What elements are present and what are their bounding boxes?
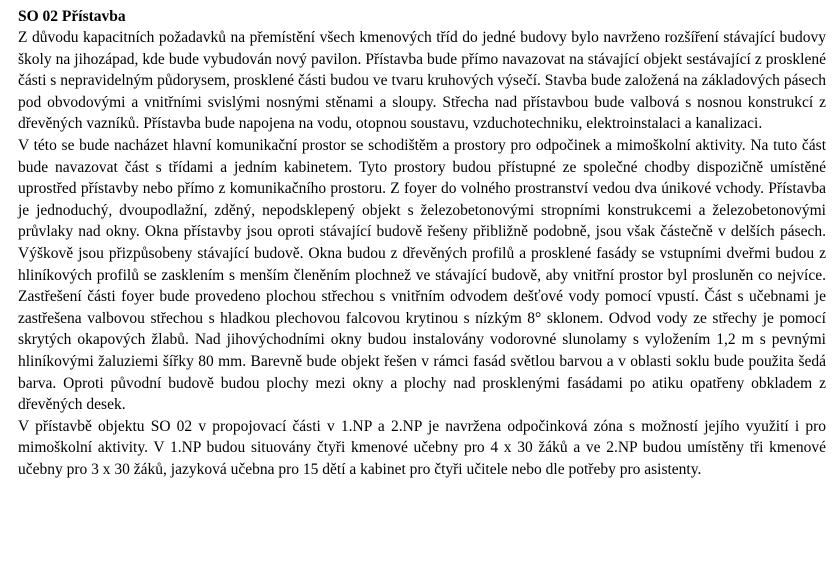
document-page	[18, 6, 826, 480]
paragraph-intro: Z důvodu kapacitních požadavků na přemístění všech kmenových tříd do jedné budovy bylo navrženo rozšíření stávající budovy školy na jihozápad, kde bude vybudován nový pavilon. Přístavba bude přímo navazovat na stávající objekt sestávající z prosklené části s nepravidelným půdorysem, prosklené části budou ve tvaru kruhových výsečí. Stavba bude založená na základových pásech pod obvodovými a vnitřními svislými nosnými stěnami a sloupy. Střecha nad přístavbou bude valbová s nosnou konstrukcí z dřevěných vazníků. Přístavba bude napojena na vodu, otopnou soustavu, vzduchotechniku, elektroinstalaci a kanalizaci.	[18, 29, 826, 133]
section-heading: SO 02 Přístavba	[18, 8, 126, 25]
paragraph-zones: V přístavbě objektu SO 02 v propojovací části v 1.NP a 2.NP je navržena odpočinková zóna s možností jejího využití i pro mimoškolní aktivity. V 1.NP budou situovány čtyři kmenové učebny pro 4 x 30 žáků a ve 2.NP budou umístěny tři kmenové učebny pro 3 x 30 žáků, jazyková učebna pro 15 dětí a kabinet pro čtyři učitele nebo dle potřeby pro asistenty.	[18, 417, 826, 478]
paragraph-layout: V této se bude nacházet hlavní komunikační prostor se schodištěm a prostory pro odpočinek a mimoškolní aktivity. Na tuto část bude navazovat část s třídami a jedním kabinetem. Tyto prostory budou přístupné ze společné chodby dispozičně umístěné uprostřed přístavby nebo přímo z komunikačního prostoru. Z foyer do volného prostranství vedou dva únikové vchody. Přístavba je jednoduchý, dvoupodlažní, zděný, nepodsklepený objekt s železobetonovými stropními konstrukcemi a železobetonovými průvlaky nad okny. Okna přístavby jsou oproti stávající budově řešeny přibližně podobně, jsou však částečně v delších pásech. Výškově jsou přizpůsobeny stávající budově. Okna budou z dřevěných profilů a prosklené fasády se vstupními dveřmi budou z hliníkových profilů se zasklením s menším členěním plochnež ve stávající budově, aby vnitřní prostor byl prosluněn co nejvíce. Zastřešení části foyer bude provedeno plochou střechou s vnitřním odvodem dešťové vody pomocí vpustí. Část s učebnami je zastřešena valbovou střechou s hladkou plechovou falcovou krytinou s nízkým 8° sklonem. Odvod vody ze střechy je pomocí skrytých okapových žlabů. Nad jihovýchodními okny budou instalovány vodorovné slunolamy s vyložením 1,2 m s pevnými hliníkovými žaluziemi šířky 80 mm. Barevně bude objekt řešen v rámci fasád světlou barvou a v oblasti soklu bude použita šedá barva. Oproti původní budově budou plochy mezi okny a plochy nad prosklenými fasádami po atiku opatřeny obkladem z dřevěných desek.	[18, 136, 826, 414]
